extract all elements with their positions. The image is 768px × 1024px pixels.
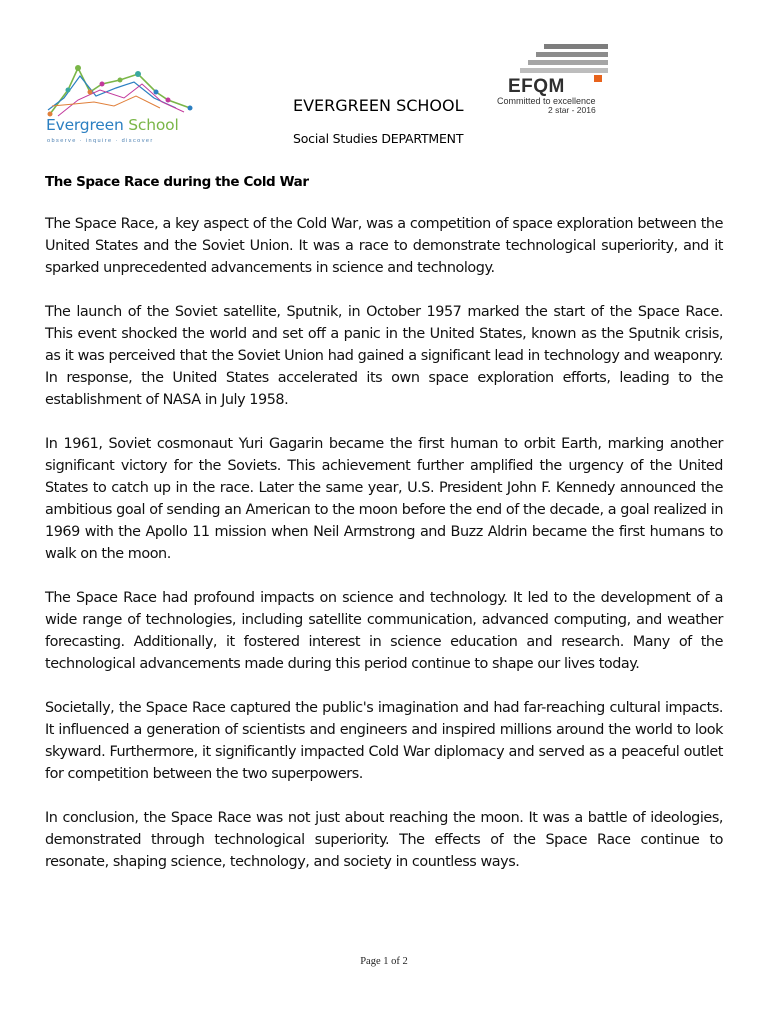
page-number: Page 1 of 2 [360,956,408,967]
mountain-network-icon [44,62,194,120]
school-logo [44,62,194,152]
efqm-rating: 2 star - 2016 [548,105,596,115]
school-name: EVERGREEN SCHOOL [293,96,464,115]
paragraph-impacts: The Space Race had profound impacts on science and technology. It led to the development of a wide range of technologies, including satellite communication, advanced computing, and weather forecasting. Additionally, it fostered interest in science education and research. Many of the technological advancements made during this period continue to shape our lives today. [45,590,723,672]
paragraph-gagarin: In 1961, Soviet cosmonaut Yuri Gagarin became the first human to orbit Earth, marking another significant victory for the Soviets. This achievement further amplified the urgency of the United States to catch up in the race. Later the same year, U.S. President John F. Kennedy announced the ambitious goal of sending an American to the moon before the end of the decade, a goal realized in 1969 with the Apollo 11 mission when Neil Armstrong and Buzz Aldrin became the first humans to walk on the moon. [45,436,723,562]
document-heading: The Space Race during the Cold War [45,174,309,190]
department-name: Social Studies DEPARTMENT [293,131,464,146]
logo-wordmark-part1: Evergreen [46,116,129,134]
paragraph-intro: The Space Race, a key aspect of the Cold War, was a competition of space exploration between the United States and the Soviet Union. It was a race to demonstrate technological superiority, and it sparked unprecedented advancements in science and technology. [45,216,723,276]
paragraph-conclusion: In conclusion, the Space Race was not just about reaching the moon. It was a battle of ideologies, demonstrated through technological superiority. The effects of the Space Race continue to resonate, shaping science, technology, and society in countless ways. [45,810,723,870]
logo-wordmark-part2: School [128,116,179,134]
efqm-tagline: Committed to excellence [497,96,596,106]
paragraph-sputnik: The launch of the Soviet satellite, Sputnik, in October 1957 marked the start of the Space Race. This event shocked the world and set off a panic in the United States, known as the Sputnik crisis, as it was perceived that the Soviet Union had gained a significant lead in technology and weaponry. In response, the United States accelerated its own space exploration efforts, leading to the establishment of NASA in July 1958. [45,304,723,408]
document-body [45,213,723,895]
efqm-badge [496,42,614,118]
logo-tagline: observe · inquire · discover [47,138,154,144]
logo-wordmark [46,116,179,134]
paragraph-society: Societally, the Space Race captured the public's imagination and had far-reaching cultural impacts. It influenced a generation of scientists and engineers and inspired millions around the world to look skyward. Furthermore, it significantly impacted Cold War diplomacy and served as a peaceful outlet for competition between the two superpowers. [45,700,723,782]
efqm-wordmark: EFQM [508,76,565,97]
